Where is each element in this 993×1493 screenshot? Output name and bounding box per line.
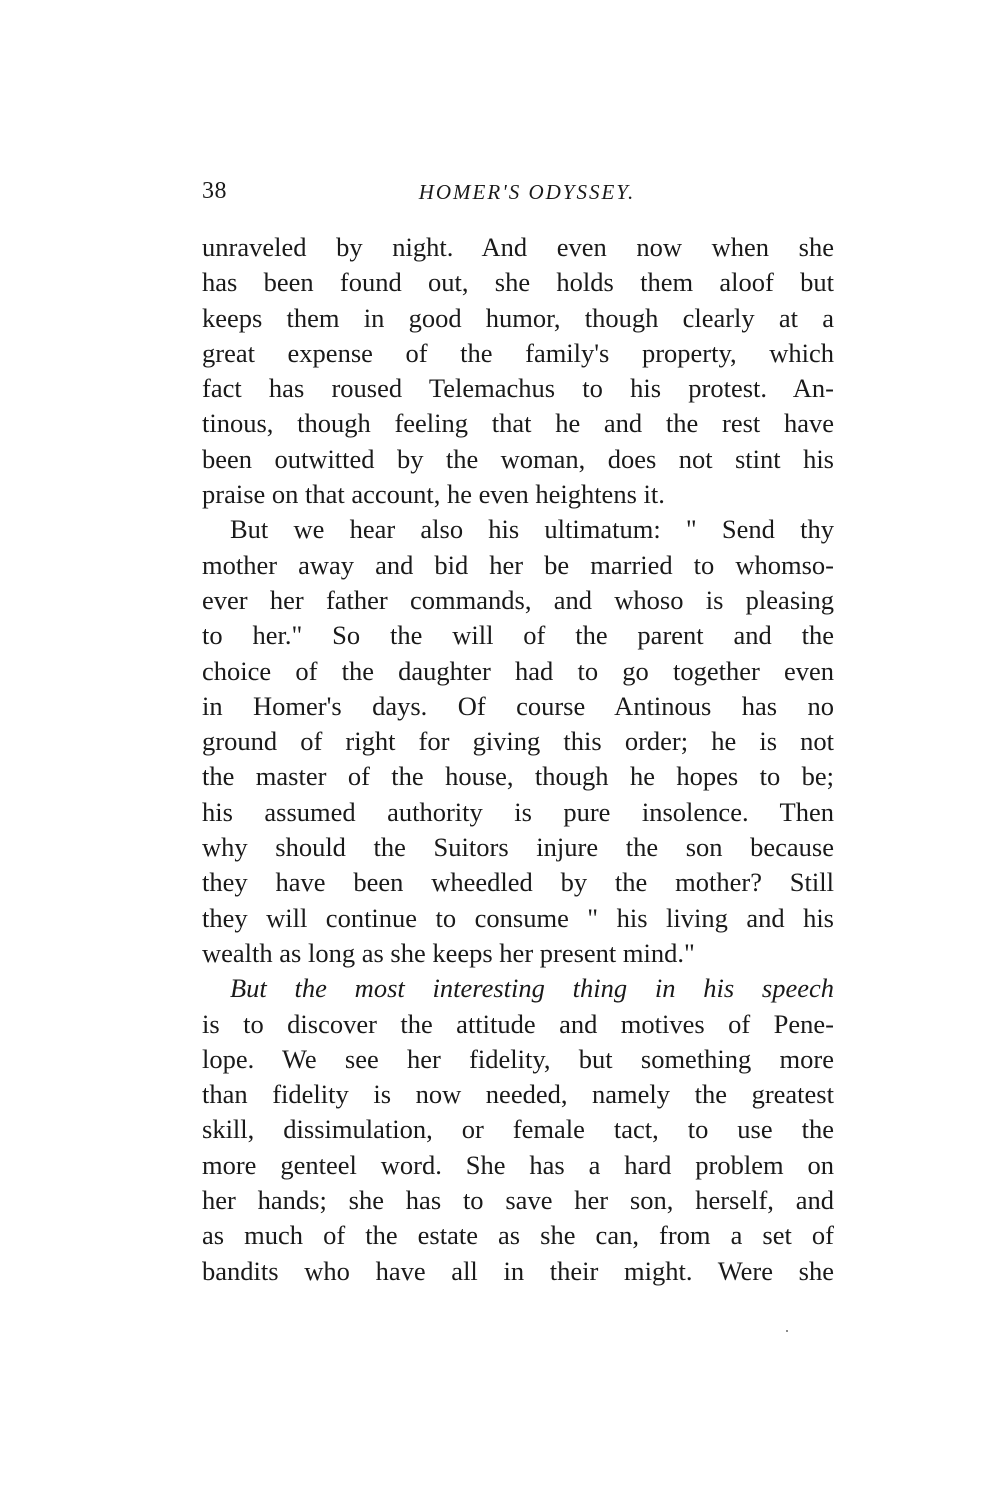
text-line: the master of the house, though he hopes to be; [202, 761, 834, 792]
text-line: they will continue to consume " his living and his [202, 902, 834, 933]
text-line: her hands; she has to save her son, herself, and [202, 1185, 834, 1216]
text-line: fact has roused Telemachus to his protest. An- [202, 373, 834, 404]
text-line: bandits who have all in their might. Were she [202, 1255, 834, 1286]
text-line: as much of the estate as she can, from a set of [202, 1220, 834, 1251]
text-line: But we hear also his ultimatum: " Send thy [230, 514, 834, 545]
text-line: to her." So the will of the parent and the [202, 620, 834, 651]
text-line: wealth as long as she keeps her present mind." [202, 937, 695, 968]
text-line: tinous, though feeling that he and the rest have [202, 408, 834, 439]
text-line: lope. We see her fidelity, but something more [202, 1043, 834, 1074]
text-line: unraveled by night. And even now when she [202, 232, 834, 262]
text-line: But the most interesting thing in his speech [230, 973, 834, 1004]
text-line: more genteel word. She has a hard problem on [202, 1149, 834, 1180]
text-line: why should the Suitors injure the son because [202, 832, 834, 863]
text-line: than fidelity is now needed, namely the greatest [202, 1079, 834, 1110]
text-line: great expense of the family's property, which [202, 337, 834, 368]
text-line: keeps them in good humor, though clearly at a [202, 302, 834, 333]
text-line: in Homer's days. Of course Antinous has no [202, 690, 834, 721]
page-number: 38 [202, 178, 227, 204]
text-line: is to discover the attitude and motives of Pene- [202, 1008, 834, 1039]
ink-speck [786, 1330, 788, 1332]
text-line: been outwitted by the woman, does not stint his [202, 443, 834, 474]
text-line: praise on that account, he even heightens it. [202, 479, 665, 510]
running-title: HOMER'S ODYSSEY. [418, 180, 636, 204]
page-header [202, 178, 842, 218]
text-line: they have been wheedled by the mother? Still [202, 867, 834, 898]
text-line: ground of right for giving this order; he is not [202, 726, 834, 757]
text-line: ever her father commands, and whoso is pleasing [202, 584, 834, 615]
text-line: skill, dissimulation, or female tact, to use the [202, 1114, 834, 1145]
text-line: choice of the daughter had to go together even [202, 655, 834, 686]
text-line: his assumed authority is pure insolence. Then [202, 796, 834, 827]
text-line: mother away and bid her be married to whomso- [202, 549, 834, 580]
body-text [202, 230, 834, 1289]
text-line: has been found out, she holds them aloof but [202, 267, 834, 298]
